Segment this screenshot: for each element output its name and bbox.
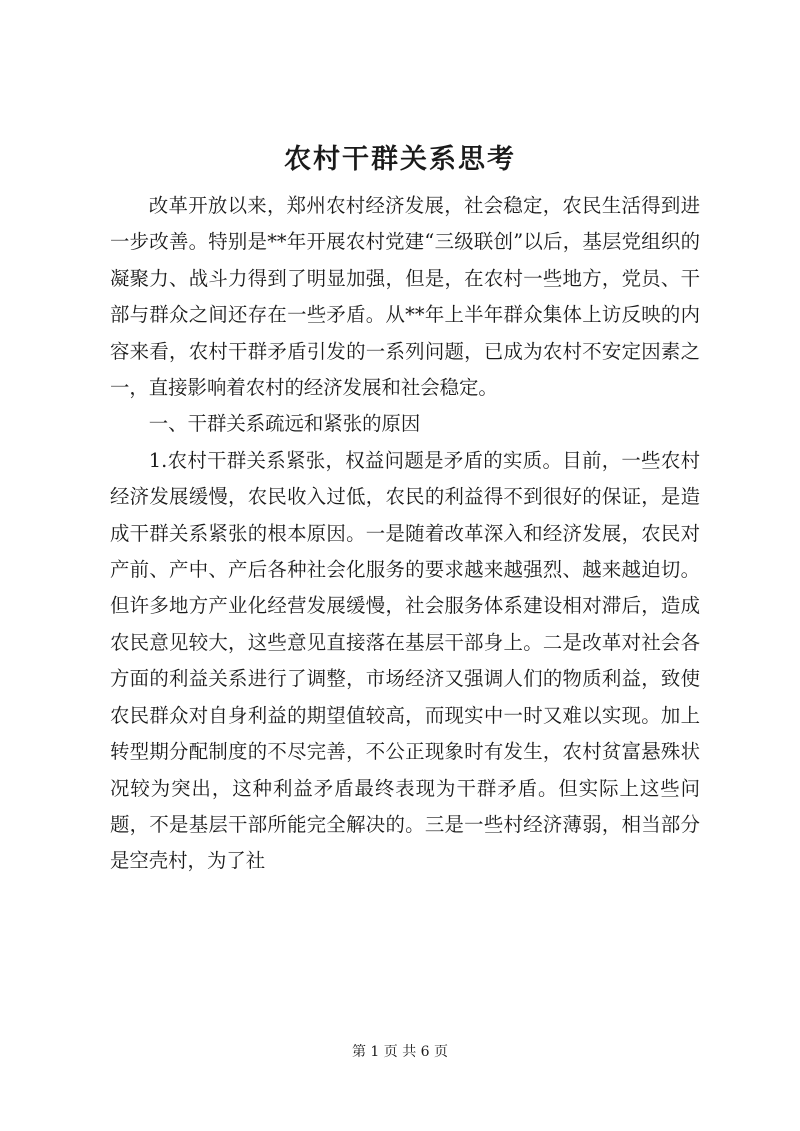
paragraph-intro: 改革开放以来，郑州农村经济发展，社会稳定，农民生活得到进一步改善。特别是**年开展农村党建“三级联创”以后，基层党组织的凝聚力、战斗力得到了明显加强，但是，在农村一些地方，党员、干部与群众之间还存在一些矛盾。从**年上半年群众集体上访反映的内容来看，农村干群矛盾引发的一系列问题，已成为农村不安定因素之一，直接影响着农村的经济发展和社会稳定。 <box>110 194 700 400</box>
paragraph-point-1: 1.农村干群关系紧张，权益问题是矛盾的实质。目前，一些农村经济发展缓慢，农民收入过低，农民的利益得不到很好的保证，是造成干群关系紧张的根本原因。一是随着改革深入和经济发展，农民对产前、产中、产后各种社会化服务的要求越来越强烈、越来越迫切。但许多地方产业化经营发展缓慢，社会服务体系建设相对滞后，造成农民意见较大，这些意见直接落在基层干部身上。二是改革对社会各方面的利益关系进行了调整，市场经济又强调人们的物质利益，致使农民群众对自身利益的期望值较高，而现实中一时又难以实现。加上转型期分配制度的不尽完善，不公正现象时有发生，农村贫富悬殊状况较为突出，这种利益矛盾最终表现为干群矛盾。但实际上这些问题，不是基层干部所能完全解决的。三是一些村经济薄弱，相当部分是空壳村，为了社 <box>110 448 700 873</box>
page-number-footer: 第 1 页 共 6 页 <box>351 1044 449 1060</box>
document-body <box>110 188 700 880</box>
document-title: 农村干群关系思考 <box>284 144 516 175</box>
section-heading: 一、干群关系疏远和紧张的原因 <box>148 412 421 436</box>
